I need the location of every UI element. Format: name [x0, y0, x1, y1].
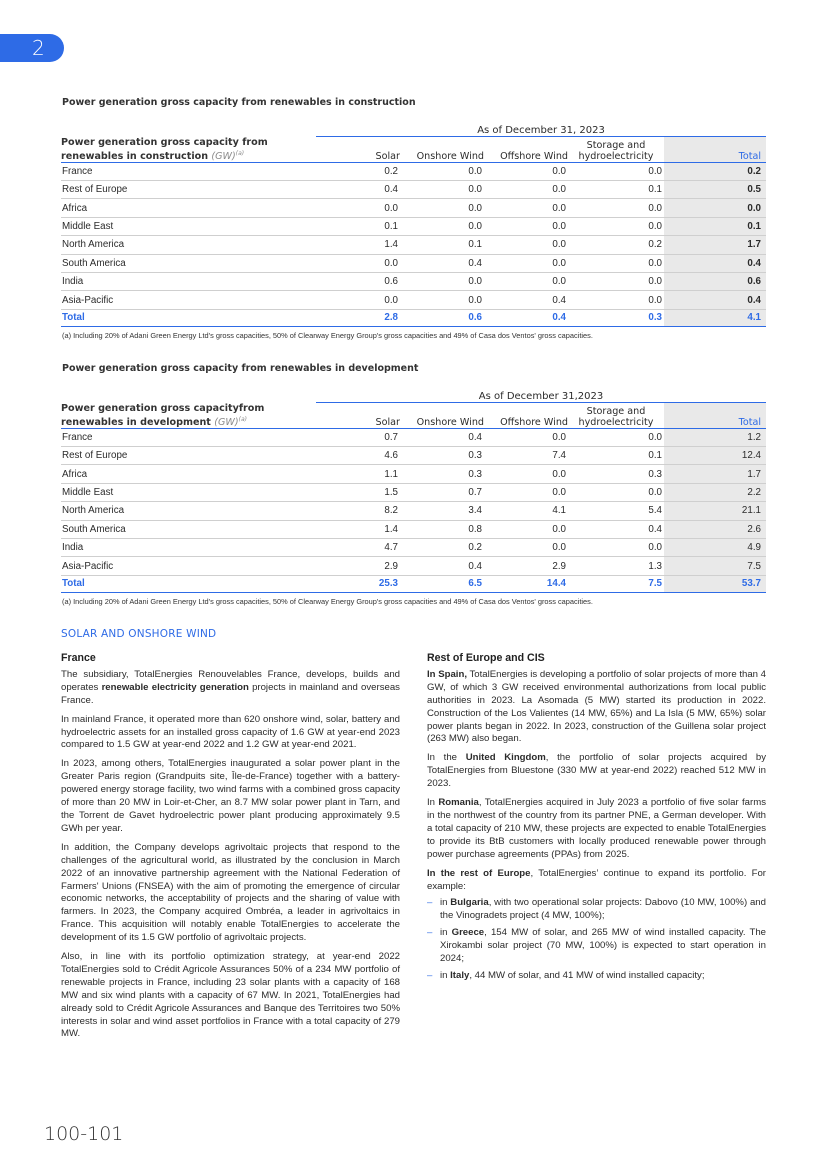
right-column — [427, 652, 766, 987]
cell-offshore: 0.0 — [484, 483, 568, 501]
cell-region: South America — [61, 520, 316, 538]
cell-solar: 0.0 — [316, 254, 400, 272]
table2-footnote: (a) Including 20% of Adani Green Energy Ltd's gross capacities, 50% of Clearway Energy Group's gross capacities and 49% of Casa dos Ventos' gross capacities. — [62, 597, 593, 606]
paragraph: In mainland France, it operated more than 620 onshore wind, solar, battery and hydroelectric assets for an installed gross capacity of 1.6 GW at year-end 2023 compared to 1.5 GW at year-end 2022 and 1.2 GW at year-end 2021. — [61, 713, 400, 751]
cell-onshore: 0.3 — [400, 447, 484, 465]
cell-storage: 0.4 — [568, 520, 664, 538]
cell-region: India — [61, 273, 316, 291]
as-of-date: As of December 31, 2023 — [316, 121, 766, 137]
total-cell-onshore: 6.5 — [400, 575, 484, 592]
cell-offshore: 0.0 — [484, 236, 568, 254]
cell-storage: 0.0 — [568, 254, 664, 272]
cell-onshore: 0.4 — [400, 557, 484, 575]
cell-storage: 0.0 — [568, 291, 664, 309]
cell-total: 0.4 — [664, 254, 766, 272]
cell-storage: 0.0 — [568, 539, 664, 557]
paragraph: In addition, the Company develops agrivoltaic projects that respond to the challenges of the agricultural world, as illustrated by the conclusion in March 2022 of an innovative partnership agreement with the National Federation of Farmers' Unions (FNSEA) with the aim of promoting the emergence of circular economic networks, the acceptability of projects and the sharing of value with farmers. In 2023, the Company acquired Ombréa, a leader in agrivoltaics in France. This acquisition will notably enable TotalEnergies to accelerate the development of its 1.5 GW portfolio of agrivoltaic projects. — [61, 841, 400, 944]
col-offshore-wind: Offshore Wind — [484, 137, 568, 163]
cell-total: 2.6 — [664, 520, 766, 538]
cell-offshore: 7.4 — [484, 447, 568, 465]
table-header-label: Power generation gross capacityfrom renewables in development (GW)$^{(a)}$ — [61, 403, 316, 429]
table-row — [61, 181, 766, 199]
cell-solar: 0.4 — [316, 181, 400, 199]
col-storage-hydro: Storage and hydroelectricity — [568, 137, 664, 163]
cell-onshore: 0.4 — [400, 428, 484, 446]
cell-offshore: 0.0 — [484, 465, 568, 483]
cell-region: India — [61, 539, 316, 557]
cell-solar: 0.0 — [316, 199, 400, 217]
cell-region: Asia-Pacific — [61, 557, 316, 575]
col-storage-hydro: Storage and hydroelectricity — [568, 403, 664, 429]
chapter-tab: 2 — [0, 34, 64, 62]
table-row — [61, 217, 766, 235]
table2-title: Power generation gross capacity from renewables in development — [62, 363, 419, 374]
heading-france: France — [61, 652, 96, 664]
cell-region: Asia-Pacific — [61, 291, 316, 309]
cell-offshore: 0.0 — [484, 539, 568, 557]
cell-total: 1.7 — [664, 236, 766, 254]
table-row — [61, 483, 766, 501]
paragraph-rest-of-europe: In the rest of Europe, TotalEnergies’ continue to expand its portfolio. For example: — [427, 867, 766, 892]
table-construction — [61, 121, 766, 327]
total-cell-storage: 7.5 — [568, 575, 664, 592]
cell-onshore: 0.1 — [400, 236, 484, 254]
table-row — [61, 502, 766, 520]
cell-solar: 4.6 — [316, 447, 400, 465]
cell-solar: 1.4 — [316, 236, 400, 254]
as-of-date: As of December 31,2023 — [316, 387, 766, 403]
list-item: – in Greece, 154 MW of solar, and 265 MW of wind installed capacity. The Xirokambi solar project (70 MW, 100%) is expected to start operation in 2024; — [427, 927, 766, 965]
cell-storage: 0.1 — [568, 181, 664, 199]
col-total: Total — [664, 403, 766, 429]
left-column — [61, 652, 400, 1047]
col-offshore-wind: Offshore Wind — [484, 403, 568, 429]
total-cell-offshore: 0.4 — [484, 309, 568, 326]
cell-region: France — [61, 162, 316, 180]
cell-region: Africa — [61, 465, 316, 483]
total-cell-total: 53.7 — [664, 575, 766, 592]
table-row — [61, 465, 766, 483]
table-header-label: Power generation gross capacity from renewables in construction (GW)$^{(a)}$ — [61, 137, 316, 163]
page-number: 100-101 — [44, 1123, 124, 1145]
table-row — [61, 520, 766, 538]
col-solar: Solar — [316, 137, 400, 163]
cell-total: 0.2 — [664, 162, 766, 180]
cell-total: 0.6 — [664, 273, 766, 291]
cell-onshore: 0.0 — [400, 162, 484, 180]
table1-title: Power generation gross capacity from renewables in construction — [62, 97, 416, 108]
paragraph: Also, in line with its portfolio optimization strategy, at year-end 2022 TotalEnergies sold to Crédit Agricole Assurances 50% of a 234 MW portfolio of renewable projects in France, including 23 solar plants with a capacity of 168 MW and six wind plants with a capacity of 67 MW. In 2021, TotalEnergies had already sold to Crédit Agricole Assurances and Banque des Territoires two 50% interests in solar and wind asset portfolios in France with a total capacity of 279 MW. — [61, 951, 400, 1040]
cell-onshore: 0.0 — [400, 217, 484, 235]
total-cell-region: Total — [61, 575, 316, 592]
cell-solar: 0.0 — [316, 291, 400, 309]
cell-solar: 2.9 — [316, 557, 400, 575]
cell-onshore: 0.4 — [400, 254, 484, 272]
cell-solar: 4.7 — [316, 539, 400, 557]
cell-storage: 0.1 — [568, 447, 664, 465]
cell-region: North America — [61, 502, 316, 520]
list-item: – in Italy, 44 MW of solar, and 41 MW of wind installed capacity; — [427, 969, 705, 981]
table-row — [61, 539, 766, 557]
cell-storage: 0.0 — [568, 273, 664, 291]
cell-storage: 0.3 — [568, 465, 664, 483]
total-cell-storage: 0.3 — [568, 309, 664, 326]
cell-onshore: 0.0 — [400, 291, 484, 309]
cell-solar: 0.1 — [316, 217, 400, 235]
cell-solar: 1.5 — [316, 483, 400, 501]
cell-total: 0.1 — [664, 217, 766, 235]
cell-region: France — [61, 428, 316, 446]
table-row — [61, 199, 766, 217]
cell-solar: 1.1 — [316, 465, 400, 483]
cell-offshore: 0.0 — [484, 520, 568, 538]
total-cell-solar: 25.3 — [316, 575, 400, 592]
col-total: Total — [664, 137, 766, 163]
cell-storage: 0.0 — [568, 428, 664, 446]
cell-onshore: 0.3 — [400, 465, 484, 483]
cell-storage: 0.0 — [568, 199, 664, 217]
total-cell-onshore: 0.6 — [400, 309, 484, 326]
paragraph: In 2023, among others, TotalEnergies inaugurated a solar power plant in the Greater Paris region (Grandpuits site, Île-de-France) together with a battery-powered energy storage facility, two wind farms with a combined gross capacity of more than 20 MW in Loir-et-Cher, an 8.7 MW solar power plant in Tarn, and the Torrent de Gavet hydroelectric power plant producing approximately 9.5 GWh per year. — [61, 758, 400, 834]
table-row — [61, 162, 766, 180]
col-onshore-wind: Onshore Wind — [400, 137, 484, 163]
cell-region: Rest of Europe — [61, 181, 316, 199]
cell-total: 21.1 — [664, 502, 766, 520]
table-row — [61, 291, 766, 309]
cell-solar: 0.6 — [316, 273, 400, 291]
cell-offshore: 0.4 — [484, 291, 568, 309]
table-development — [61, 387, 766, 593]
cell-total: 0.5 — [664, 181, 766, 199]
paragraph-uk: In the United Kingdom, the portfolio of solar projects acquired by TotalEnergies from Bluestone (330 MW at year-end 2022) reached 512 MW in 2023. — [427, 752, 766, 790]
cell-storage: 0.0 — [568, 162, 664, 180]
cell-region: South America — [61, 254, 316, 272]
cell-region: Middle East — [61, 483, 316, 501]
table-total-row — [61, 309, 766, 326]
cell-total: 2.2 — [664, 483, 766, 501]
table-row — [61, 236, 766, 254]
table-row — [61, 447, 766, 465]
cell-storage: 0.0 — [568, 483, 664, 501]
cell-total: 12.4 — [664, 447, 766, 465]
cell-offshore: 4.1 — [484, 502, 568, 520]
cell-total: 0.4 — [664, 291, 766, 309]
cell-offshore: 0.0 — [484, 254, 568, 272]
cell-offshore: 0.0 — [484, 273, 568, 291]
paragraph: The subsidiary, TotalEnergies Renouvelables France, develops, builds and operates renewable electricity generation projects in mainland and overseas France. — [61, 668, 400, 706]
cell-offshore: 0.0 — [484, 181, 568, 199]
list-item: – in Bulgaria, with two operational solar projects: Dabovo (10 MW, 100%) and the Vinogradets project (4 MW, 100%); — [427, 897, 766, 922]
table-row — [61, 273, 766, 291]
cell-offshore: 2.9 — [484, 557, 568, 575]
cell-offshore: 0.0 — [484, 217, 568, 235]
cell-solar: 8.2 — [316, 502, 400, 520]
cell-onshore: 0.2 — [400, 539, 484, 557]
col-onshore-wind: Onshore Wind — [400, 403, 484, 429]
cell-total: 1.2 — [664, 428, 766, 446]
cell-onshore: 0.7 — [400, 483, 484, 501]
cell-region: Middle East — [61, 217, 316, 235]
cell-storage: 0.2 — [568, 236, 664, 254]
cell-onshore: 0.0 — [400, 199, 484, 217]
table-row — [61, 557, 766, 575]
cell-solar: 0.2 — [316, 162, 400, 180]
cell-onshore: 0.0 — [400, 181, 484, 199]
cell-total: 1.7 — [664, 465, 766, 483]
table-total-row — [61, 575, 766, 592]
cell-onshore: 0.8 — [400, 520, 484, 538]
total-cell-region: Total — [61, 309, 316, 326]
total-cell-offshore: 14.4 — [484, 575, 568, 592]
cell-storage: 0.0 — [568, 217, 664, 235]
cell-onshore: 0.0 — [400, 273, 484, 291]
cell-storage: 1.3 — [568, 557, 664, 575]
cell-total: 4.9 — [664, 539, 766, 557]
cell-total: 0.0 — [664, 199, 766, 217]
paragraph-spain: In Spain, TotalEnergies is developing a portfolio of solar projects of more than 4 GW, of which 3 GW received environmental authorizations from local public authorities in 2023. La Asomada (5 MW) started its production in 2022. Construction of the Los Valientes (14 MW, 65%) and La Isla (5 MW, 65%) solar power plants began in 2022. In 2023, construction of the Guillena solar project (263 MW) also began. — [427, 668, 766, 745]
cell-solar: 1.4 — [316, 520, 400, 538]
table-row — [61, 428, 766, 446]
cell-region: Africa — [61, 199, 316, 217]
country-list — [427, 897, 766, 982]
cell-solar: 0.7 — [316, 428, 400, 446]
cell-region: North America — [61, 236, 316, 254]
section-heading: SOLAR AND ONSHORE WIND — [61, 628, 217, 640]
col-solar: Solar — [316, 403, 400, 429]
paragraph-romania: In Romania, TotalEnergies acquired in July 2023 a portfolio of five solar farms in the northwest of the country from its partner PNE, a German developer. With a total capacity of 210 MW, these projects are expected to enable TotalEnergies to provide its BtB customers with locally produced renewable power through power purchase agreements (PPAs) from 2025. — [427, 797, 766, 860]
heading-rest-of-europe: Rest of Europe and CIS — [427, 652, 545, 664]
table1-footnote: (a) Including 20% of Adani Green Energy Ltd's gross capacities, 50% of Clearway Energy Group's gross capacities and 49% of Casa dos Ventos' gross capacities. — [62, 331, 593, 340]
cell-onshore: 3.4 — [400, 502, 484, 520]
cell-offshore: 0.0 — [484, 428, 568, 446]
cell-offshore: 0.0 — [484, 162, 568, 180]
cell-region: Rest of Europe — [61, 447, 316, 465]
cell-total: 7.5 — [664, 557, 766, 575]
table-row — [61, 254, 766, 272]
total-cell-total: 4.1 — [664, 309, 766, 326]
cell-storage: 5.4 — [568, 502, 664, 520]
cell-offshore: 0.0 — [484, 199, 568, 217]
total-cell-solar: 2.8 — [316, 309, 400, 326]
